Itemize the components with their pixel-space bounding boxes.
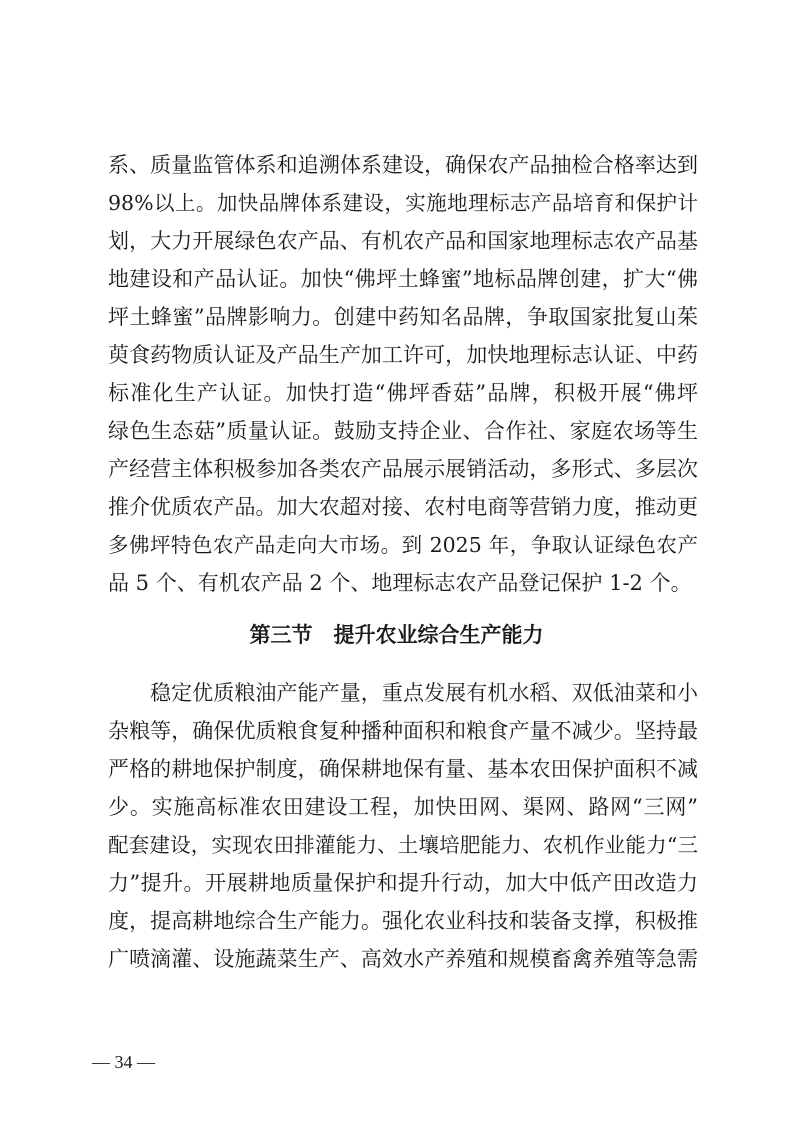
- text-line: 杂粮等，确保优质粮食复种播种面积和粮食产量不减少。坚持最: [108, 719, 698, 743]
- page-number: — 34 —: [92, 1052, 155, 1072]
- text-line: 标准化生产认证。加快打造“佛坪香菇”品牌，积极开展“佛坪: [108, 381, 698, 405]
- text-line: 萸食药物质认证及产品生产加工许可，加快地理标志认证、中药: [108, 343, 698, 367]
- text-line: 严格的耕地保护制度，确保耕地保有量、基本农田保护面积不减: [108, 757, 698, 781]
- text-line: 力”提升。开展耕地质量保护和提升行动，加大中低产田改造力: [108, 871, 698, 895]
- text-line: 多佛坪特色农产品走向大市场。到 2025 年，争取认证绿色农产: [108, 533, 698, 557]
- text-line: 推介优质农产品。加大农超对接、农村电商等营销力度，推动更: [108, 495, 698, 519]
- text-line: 少。实施高标准农田建设工程，加快田网、渠网、路网“三网”: [108, 795, 698, 819]
- text-line: 品 5 个、有机农产品 2 个、地理标志农产品登记保护 1-2 个。: [108, 571, 692, 595]
- text-line: 坪土蜂蜜”品牌影响力。创建中药知名品牌，争取国家批复山茱: [108, 305, 698, 329]
- text-line: 稳定优质粮油产能产量，重点发展有机水稻、双低油菜和小: [150, 681, 698, 705]
- text-line: 98%以上。加快品牌体系建设，实施地理标志产品培育和保护计: [108, 191, 698, 215]
- text-line: 产经营主体积极参加各类农产品展示展销活动，多形式、多层次: [108, 457, 698, 481]
- text-line: 绿色生态菇”质量认证。鼓励支持企业、合作社、家庭农场等生: [108, 419, 698, 443]
- section-heading: 第三节 提升农业综合生产能力: [249, 623, 544, 647]
- text-line: 广喷滴灌、设施蔬菜生产、高效水产养殖和规模畜禽养殖等急需: [108, 947, 698, 971]
- text-line: 地建设和产品认证。加快“佛坪土蜂蜜”地标品牌创建，扩大“佛: [108, 267, 698, 291]
- text-line: 系、质量监管体系和追溯体系建设，确保农产品抽检合格率达到: [108, 153, 698, 177]
- text-line: 配套建设，实现农田排灌能力、土壤培肥能力、农机作业能力“三: [108, 833, 698, 857]
- text-line: 划，大力开展绿色农产品、有机农产品和国家地理标志农产品基: [108, 229, 698, 253]
- text-line: 度，提高耕地综合生产能力。强化农业科技和装备支撑，积极推: [108, 909, 698, 933]
